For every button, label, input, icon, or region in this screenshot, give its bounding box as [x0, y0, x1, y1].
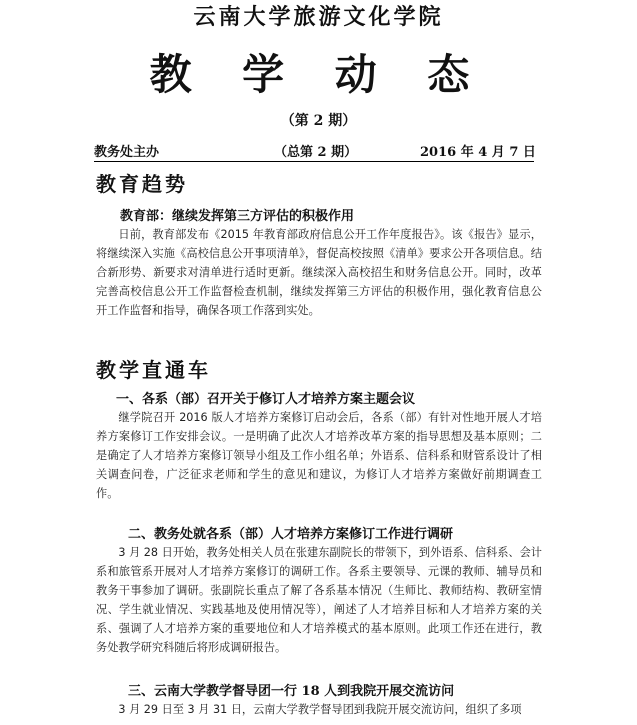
article-body: 3 月 29 日至 3 月 31 日，云南大学教学督导团到我院开展交流访问，组织了多项 [118, 703, 522, 716]
article-body: 3 月 28 日开始，教务处相关人员在张建东副院长的带领下，到外语系、信科系、会计系和旅管系开展对人才培养方案修订的调研工作。各系主要领导、元课的教师、辅导员和教务干事参加了调研。张副院长重点了解了各系基本情况（生师比、教师结构、教研室情况、学生就业情况、实践基地及使用情况等），阐述了人才培养目标和人才培养方案的关系、强调了人才培养方案的重要地位和人才培养模式的基本原则。此项工作还在进行，教务处教学研究科随后将形成调研报告。 [96, 546, 542, 654]
total-issue: （总第 2 期） [274, 145, 358, 160]
newsletter-title: 教 学 动 态 [149, 50, 488, 99]
article-body: 继学院召开 2016 版人才培养方案修订启动会后，各系（部）有针对性地开展人才培养方案修订工作安排会议。一是明确了此次人才培养改革方案的指导思想及基本原则；二是确定了人才培养方案修订领导小组及工作小组名单；外语系、信科系和财管系设计了相关调查问卷，广泛征求老师和学生的意见和建议，为修订人才培养方案做好前期调查工作。 [96, 411, 542, 500]
article-body: 日前，教育部发布《2015 年教育部政府信息公开工作年度报告》。该《报告》显示，将继续深入实施《高校信息公开事项清单》，督促高校按照《清单》要求公开各项信息。结合新形势、新要求对清单进行适时更新。继续深入高校招生和财务信息公开。同时，改革完善高校信息公开工作监督检查机制，继续发挥第三方评估的积极作用，强化教育信息公开工作监督和指导，确保各项工作落到实处。 [96, 228, 542, 317]
article-heading: 二、教务处就各系（部）人才培养方案修订工作进行调研 [128, 527, 454, 542]
section-title-teaching-express: 教学直通车 [96, 358, 211, 382]
masthead-divider [94, 161, 534, 162]
article-heading: 一、各系（部）召开关于修订人才培养方案主题会议 [116, 392, 416, 407]
article-heading: 三、云南大学教学督导团一行 18 人到我院开展交流访问 [128, 684, 455, 699]
publish-date: 2016 年 4 月 7 日 [420, 145, 536, 160]
section-title-education-trends: 教育趋势 [96, 172, 188, 196]
issue-number: （第 2 期） [280, 113, 357, 129]
school-name: 云南大学旅游文化学院 [193, 4, 444, 30]
article-heading: 教育部：继续发挥第三方评估的积极作用 [120, 209, 355, 224]
sponsor: 教务处主办 [94, 145, 160, 160]
